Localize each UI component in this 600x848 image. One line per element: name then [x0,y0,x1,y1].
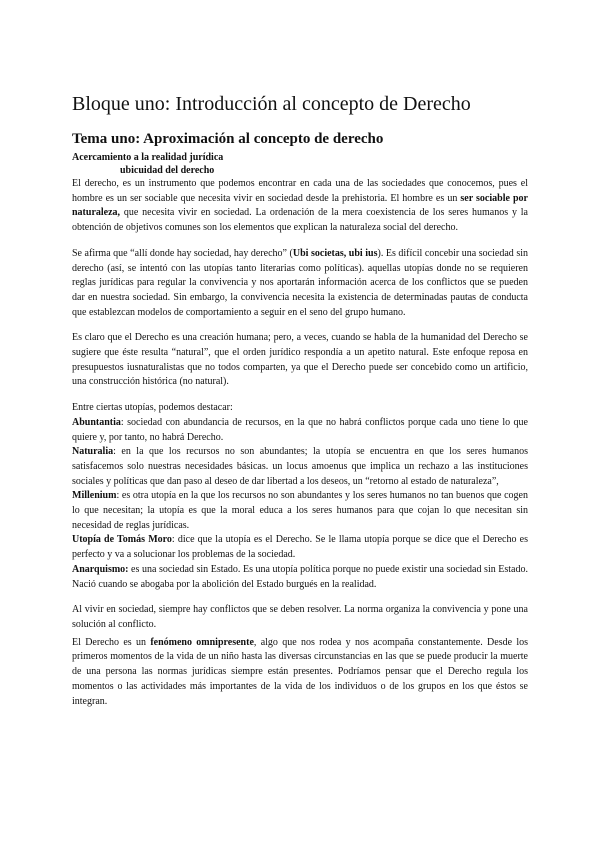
bold-term: ser sociable por naturaleza, [72,192,528,219]
text-run: : es otra utopía en la que los recursos no son abundantes y los seres humanos no tan buenos que cogen lo que necesitan; la utopía es que la moral educa a los seres humanos para que cojan lo que necesitan sin necesidad de reglas jurídicas. [72,490,528,531]
bold-term: Naturalia [72,446,114,458]
text-run: que necesita vivir en sociedad. La ordenación de la mera coexistencia de los seres humanos y la obtención de objetivos comunes son los elementos que explican la naturaleza social del derecho. [72,207,528,234]
text-run: Se afirma que “allí donde hay sociedad, hay derecho” ( [72,247,293,259]
paragraph-6 [72,636,528,710]
utopia-naturalia [72,445,528,489]
bold-term: Millenium [72,490,117,502]
section-heading: Acercamiento a la realidad jurídica [72,152,224,163]
paragraph-2 [72,247,528,321]
text-run: : en la que los recursos no son abundantes; la utopía se encuentra en que los seres humanos satisfacemos solo nuestras necesidades básicas. un locus amoenus que implica un rechazo a las instituciones sociales y políticas que dan paso al deseo de dar libertad a los deseos, un “retorno al estado de naturaleza”, [72,446,528,487]
utopia-millenium [72,489,528,533]
document-title: Bloque uno: Introducción al concepto de Derecho [72,93,471,115]
bold-term: Abuntantia [72,416,121,428]
bold-term: Anarquismo: [72,563,129,575]
paragraph-5: Al vivir en sociedad, siempre hay conflictos que se deben resolver. La norma organiza la convivencia y pone una solución al conflicto. [72,604,528,630]
utopia-tomas-moro [72,533,528,562]
text-run: : sociedad con abundancia de recursos, en la que no habrá conflictos porque cada uno tiene lo que quiere y, por tanto, no habrá Derecho. [72,416,528,443]
text-run: es una sociedad sin Estado. Es una utopía política porque no puede existir una sociedad sin Estado. Nació cuando se abogaba por la abolición del Estado burgués en la realidad. [72,563,528,590]
utopia-anarquismo [72,563,528,592]
paragraph-3: Es claro que el Derecho es una creación humana; pero, a veces, cuando se habla de la humanidad del Derecho se sugiere que éste resulta “natural”, que el orden jurídico respondía a un apetito natural. Este enfoque reposa en presupuestos iusnaturalistas que no todos comparten, ya que el Derecho puede ser concebido como un artificio, una construcción histórica (no natural). [72,332,528,388]
text-run: El Derecho es un [72,636,151,648]
text-run: , algo que nos rodea y nos acompaña constantemente. Desde los primeros momentos de la vida de un niño hasta las diversas circunstancias en las que se puede producir la muerte de una persona las normas jurídicas siempre están presentes. Podríamos pensar que el Derecho regula los momentos o las actividades más importantes de la vida de los individuos o de los grupos en los que éstos se integran. [72,636,528,707]
section-subheading: ubicuidad del derecho [120,165,215,176]
bold-term: fenómeno omnipresente [150,636,254,648]
text-run: El derecho, es un instrumento que podemos encontrar en cada una de las sociedades que conocemos, pues el hombre es un ser sociable que necesita vivir en sociedad desde la prehistoria. El hombre es un [72,178,528,204]
bold-term: Ubi societas, ubi ius [292,247,378,259]
utopia-abuntantia [72,416,528,445]
utopias-intro: Entre ciertas utopías, podemos destacar: [72,402,233,414]
topic-title: Tema uno: Aproximación al concepto de derecho [72,131,384,147]
text-run: ). Es difícil concebir una sociedad sin derecho (así, se intentó con las utopías tanto literarias como políticas). aquellas utopías donde no se requieren reglas jurídicas para regular la convivencia y nos aportarán información acerca de los conflictos que se pueden dar en nuestra sociedad. Sin embargo, la convivencia necesita la existencia de determinadas pautas de conducta que establezcan modelos de comportamiento a seguir en el seno del grupo humano. [72,247,528,318]
paragraph-1 [72,177,528,236]
text-run: : dice que la utopía es el Derecho. Se le llama utopía porque se dice que el Derecho es perfecto y va a solucionar los problemas de la sociedad. [72,534,529,561]
bold-term: Utopía de Tomás Moro [72,534,172,546]
